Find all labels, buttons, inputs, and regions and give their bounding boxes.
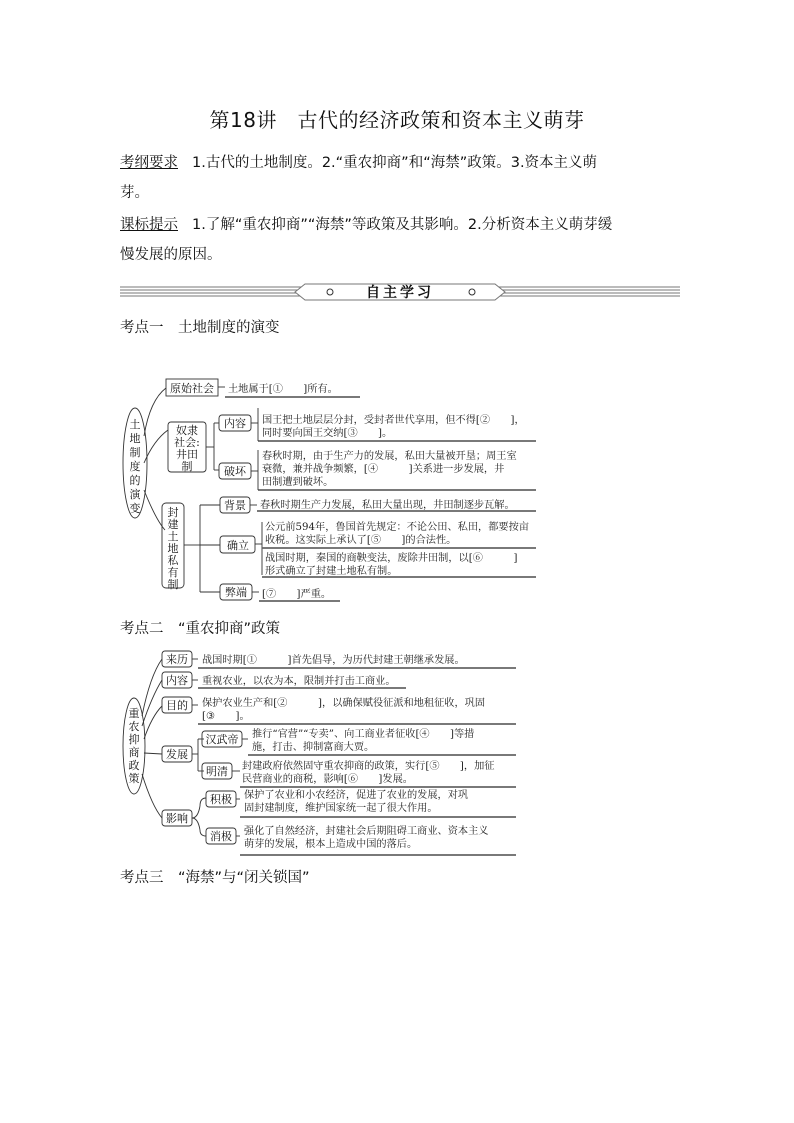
root-char: 政	[128, 759, 140, 772]
establish-text: 公元前594年，鲁国首先规定：不论公田、私田，都要按亩	[265, 522, 529, 533]
section2-heading: 考点二 “重农抑商”政策	[120, 621, 281, 637]
root-char: 变	[129, 502, 141, 515]
section-banner	[120, 282, 680, 302]
background-text: 春秋时期生产力发展，私田大量出现，井田制逐步瓦解。	[260, 500, 515, 511]
primitive-label: 原始社会	[170, 382, 214, 395]
impact-label: 影响	[166, 812, 188, 825]
root-char: 的	[129, 474, 141, 487]
root-char: 重	[128, 707, 140, 720]
negative-label: 消极	[210, 830, 232, 843]
root-char: 抑	[128, 733, 140, 746]
agriculture-policy-diagram	[120, 646, 520, 858]
establish-text: 形式确立了封建土地私有制。	[265, 566, 398, 577]
development-label: 发展	[166, 748, 188, 761]
root-char: 土	[129, 418, 141, 431]
ming-text: 民营商业的商税，影响[⑥ ]发展。	[242, 774, 413, 785]
positive-label: 积极	[210, 793, 232, 806]
drawback-label: 弊端	[225, 586, 247, 599]
root-char: 商	[128, 746, 140, 759]
feudal-label: 私	[167, 554, 179, 567]
policy-content-text: 重视农业，以农为本，限制并打击工商业。	[202, 676, 396, 687]
establish-label: 确立	[227, 539, 249, 552]
primitive-text: 土地属于[① ]所有。	[228, 384, 338, 395]
root-char: 地	[129, 432, 141, 445]
root-char: 制	[129, 446, 141, 459]
feudal-label: 地	[167, 542, 179, 555]
syllabus-requirements	[120, 148, 680, 208]
destroy-text: 衰微，兼并战争频繁，[④ ]关系进一步发展，井	[262, 464, 505, 475]
slavery-label: 奴隶	[176, 424, 198, 437]
feudal-label: 土	[167, 530, 179, 543]
banner-text: 自主学习	[366, 285, 434, 301]
root-char: 策	[128, 772, 140, 785]
purpose-label: 目的	[166, 699, 188, 712]
origin-label: 来历	[166, 653, 188, 666]
han-text: 施，打击、抑制富商大贾。	[252, 742, 375, 753]
feudal-label: 有	[167, 566, 179, 579]
drawback-text: [⑦ ]严重。	[262, 589, 332, 600]
background-label: 背景	[224, 499, 246, 512]
slavery-label: 制	[181, 460, 193, 473]
root-char: 度	[129, 460, 141, 473]
content-text: 同时要向国王交纳[③ ]。	[262, 428, 393, 439]
section1-heading: 考点一 土地制度的演变	[120, 320, 280, 336]
requirements-text-cont: 芽。	[120, 185, 149, 201]
purpose-text: [③ ]。	[202, 711, 250, 722]
land-system-diagram	[120, 370, 540, 610]
content-label: 内容	[224, 417, 246, 430]
hints-text-cont: 慢发展的原因。	[120, 247, 222, 263]
section3-heading: 考点三 “海禁”与“闭关锁国”	[120, 870, 310, 886]
han-text: 推行“官营”“专卖”、向工商业者征收[④ ]等措	[252, 729, 475, 740]
hints-text: 1.了解“重农抑商”“海禁”等政策及其影响。2.分析资本主义萌芽缓	[192, 217, 613, 233]
negative-text: 强化了自然经济，封建社会后期阻碍工商业、资本主义	[244, 826, 489, 837]
destroy-label: 破坏	[224, 465, 246, 478]
root-char: 农	[128, 720, 140, 733]
slavery-label: 社会:	[174, 436, 200, 449]
establish-text: 收税。这实际上承认了[⑤ ]的合法性。	[265, 535, 457, 546]
policy-content-label: 内容	[166, 674, 188, 687]
requirements-text: 1.古代的土地制度。2.“重农抑商”和“海禁”政策。3.资本主义萌	[192, 155, 598, 171]
ming-label: 明清	[206, 765, 228, 778]
root-char: 演	[129, 488, 141, 501]
destroy-text: 春秋时期，由于生产力的发展，私田大量被开垦；周王室	[262, 451, 517, 462]
content-text: 国王把土地层层分封，受封者世代享用，但不得[② ]，	[262, 415, 525, 426]
feudal-label: 封	[167, 506, 179, 519]
origin-text: 战国时期[① ]首先倡导，为历代封建王朝继承发展。	[202, 655, 465, 666]
positive-text: 保护了农业和小农经济，促进了农业的发展，对巩	[244, 790, 469, 801]
positive-text: 固封建制度，维护国家统一起了很大作用。	[244, 803, 438, 814]
establish-text: 战国时期，秦国的商鞅变法，废除井田制，以[⑥ ]	[265, 553, 518, 564]
han-label: 汉武帝	[205, 733, 239, 746]
curriculum-hints	[120, 210, 680, 270]
page-title: 第18讲 古代的经济政策和资本主义萌芽	[209, 108, 585, 132]
hints-label: 课标提示	[120, 217, 178, 233]
negative-text: 萌芽的发展，根本上造成中国的落后。	[244, 839, 418, 850]
purpose-text: 保护农业生产和[② ]，以确保赋役征派和地租征收，巩固	[202, 698, 486, 709]
requirements-label: 考纲要求	[120, 155, 178, 171]
feudal-label: 建	[167, 518, 179, 531]
feudal-label: 制	[167, 578, 179, 591]
slavery-label: 井田	[176, 448, 198, 461]
destroy-text: 田制遭到破坏。	[262, 477, 334, 488]
ming-text: 封建政府依然固守重农抑商的政策，实行[⑤ ]，加征	[242, 761, 495, 772]
